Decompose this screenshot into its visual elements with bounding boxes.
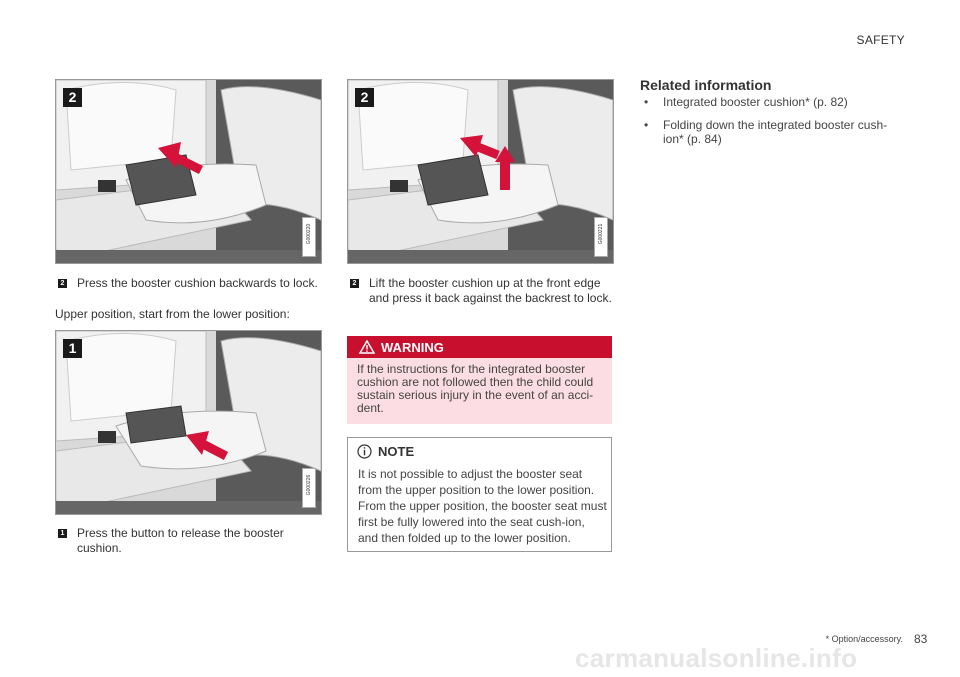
warning-box [347,336,612,424]
section-header: SAFETY [856,33,905,47]
figure-code: G000221 [594,217,608,257]
bullet-icon: • [644,95,649,109]
figure-lift-press [347,79,614,264]
figure-step-badge: 1 [63,339,82,358]
step-text: Press the button to release the booster cushion. [77,526,284,555]
step-text: Lift the booster cushion up at the front edge and press it back against the backrest to lock. [369,276,612,305]
figure-code: G000220 [302,217,316,257]
seat-illustration [56,80,321,263]
warning-title: WARNING [381,340,444,355]
step-number-badge: 2 [350,279,359,288]
watermark: carmanualsonline.info [575,643,858,673]
warning-header [347,336,612,358]
page-number: 83 [914,632,928,646]
upper-position-text: Upper position, start from the lower position: [55,307,290,321]
footnote: * Option/accessory. [825,634,903,644]
related-link[interactable] [640,118,900,146]
related-link[interactable] [640,95,900,109]
figure-step-badge: 2 [63,88,82,107]
seat-illustration [348,80,613,263]
step-number-badge: 2 [58,279,67,288]
related-info-heading: Related information [640,77,772,93]
note-text: It is not possible to adjust the booster seat from the upper position to the lower position. From the upper position, the booster seat must first be fully lowered into the seat cush-ion, and then folded up to the lower position. [358,467,607,545]
warning-triangle-icon [359,340,375,354]
seat-illustration [56,331,321,514]
related-link-text: Folding down the integrated booster cush-ion* (p. 84) [663,118,888,146]
figure-release-button [55,330,322,515]
step-caption [58,526,303,556]
figure-push-back [55,79,322,264]
step-caption [350,276,612,306]
step-number-badge: 1 [58,529,67,538]
note-title: NOTE [378,444,415,459]
step-text: Press the booster cushion backwards to lock. [77,276,318,290]
step-caption [58,276,323,291]
bullet-icon: • [644,118,649,132]
related-info-list [640,95,900,155]
figure-code: G000226 [302,468,316,508]
related-link-text: Integrated booster cushion* (p. 82) [663,95,848,109]
warning-text: If the instructions for the integrated booster cushion are not followed then the child could sustain serious injury in the event of an acci-dent. [357,362,594,415]
note-box [347,437,612,552]
figure-step-badge: 2 [355,88,374,107]
info-icon [357,444,372,459]
